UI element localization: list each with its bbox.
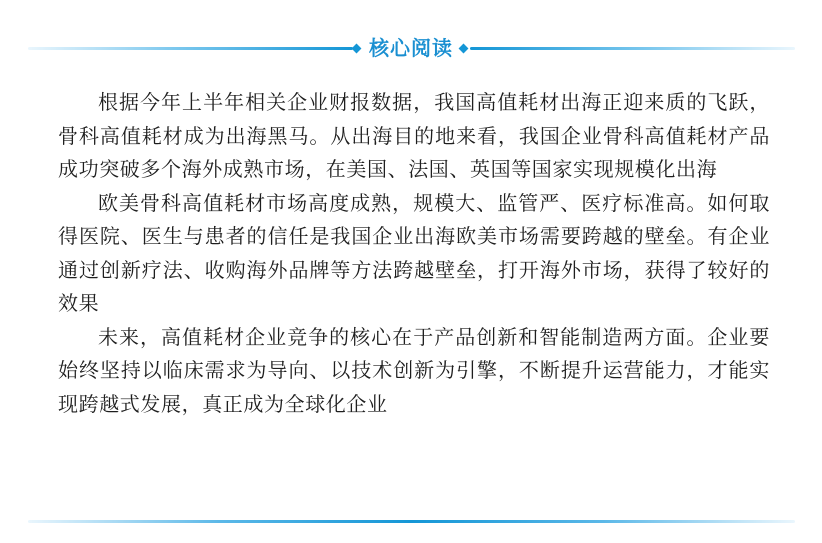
diamond-right-icon — [459, 44, 469, 54]
section-header — [0, 30, 822, 66]
summary-body — [58, 86, 770, 421]
paragraph-3: 未来，高值耗材企业竞争的核心在于产品创新和智能制造两方面。企业要始终坚持以临床需求为导向、以技术创新为引擎，不断提升运营能力，才能实现跨越式发展，真正成为全球化企业 — [58, 324, 770, 416]
diamond-left-icon — [352, 44, 362, 54]
paragraph-2: 欧美骨科高值耗材市场高度成熟，规模大、监管严、医疗标准高。如何取得医院、医生与患者的信任是我国企业出海欧美市场需要跨越的壁垒。有企业通过创新疗法、收购海外品牌等方法跨越壁垒，打开海外市场，获得了较好的效果 — [58, 190, 770, 315]
header-rule-left — [28, 47, 353, 50]
section-title: 核心阅读 — [369, 36, 453, 60]
paragraph-1: 根据今年上半年相关企业财报数据，我国高值耗材出海正迎来质的飞跃，骨科高值耗材成为出海黑马。从出海目的地来看，我国企业骨科高值耗材产品成功突破多个海外成熟市场，在美国、法国、英国等国家实现规模化出海 — [58, 90, 770, 181]
bottom-rule — [28, 520, 795, 523]
header-rule-right — [470, 47, 795, 50]
